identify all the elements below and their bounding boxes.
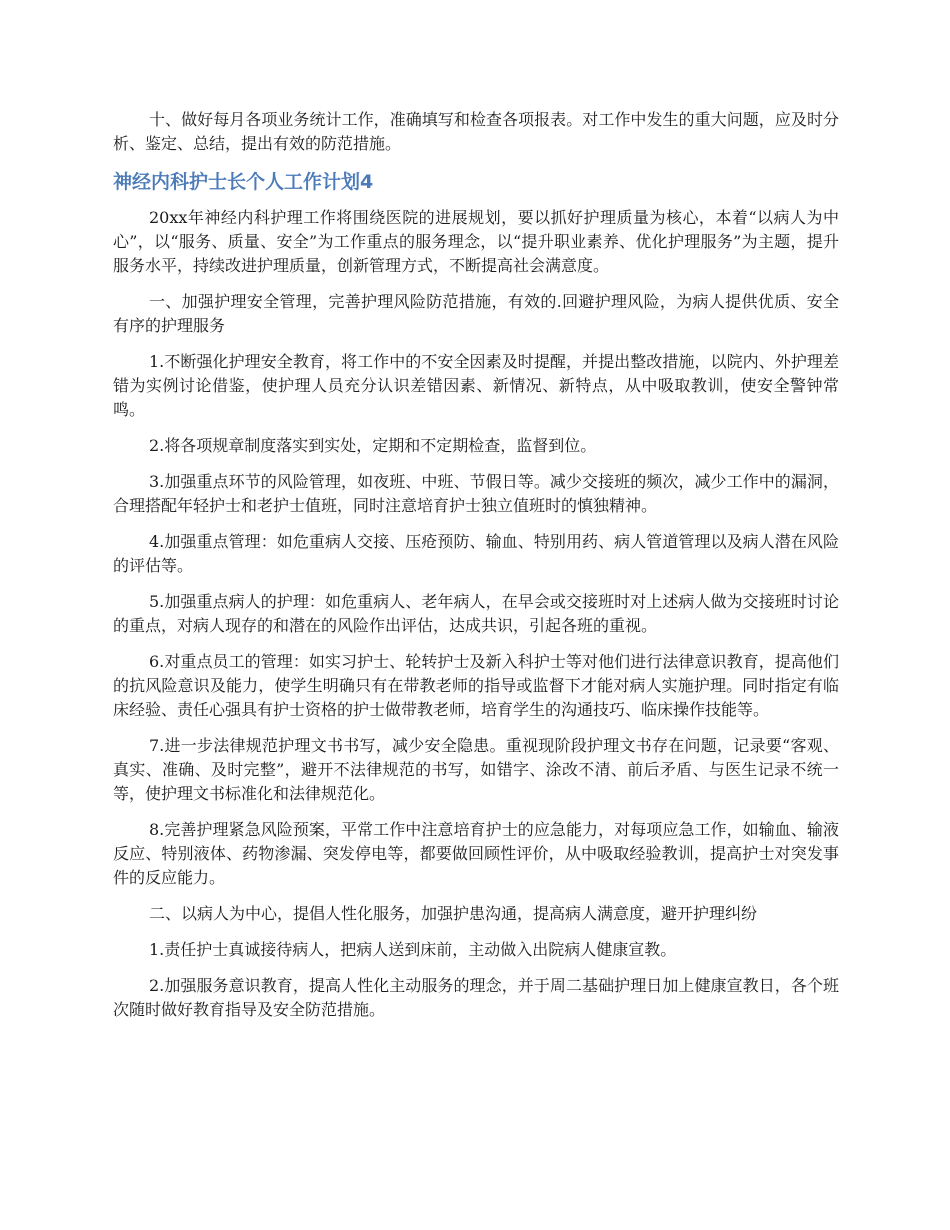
paragraph-item-1-2: 2.将各项规章制度落实到实处，定期和不定期检查，监督到位。 <box>149 436 597 455</box>
paragraph-item-1-7: 7.进一步法律规范护理文书书写，减少安全隐患。重视现阶段护理文书存在问题，记录要“客观、真实、准确、及时完整”，避开不法律规范的书写，如错字、涂改不清、前后矛盾、与医生记录不统一等，使护理文书标准化和法律规范化。 <box>113 736 839 803</box>
document-page <box>113 108 839 1034</box>
paragraph-section-1: 一、加强护理安全管理，完善护理风险防范措施，有效的.回避护理风险，为病人提供优质、安全有序的护理服务 <box>113 292 839 335</box>
paragraph-item-1-1: 1.不断强化护理安全教育，将工作中的不安全因素及时提醒，并提出整改措施，以院内、外护理差错为实例讨论借鉴，使护理人员充分认识差错因素、新情况、新特点，从中吸取教训，使安全警钟常鸣。 <box>113 352 839 419</box>
intro-paragraph: 十、做好每月各项业务统计工作，准确填写和检查各项报表。对工作中发生的重大问题，应及时分析、鉴定、总结，提出有效的防范措施。 <box>113 110 839 153</box>
paragraph-item-1-5: 5.加强重点病人的护理：如危重病人、老年病人，在早会或交接班时对上述病人做为交接班时讨论的重点，对病人现存的和潜在的风险作出评估，达成共识，引起各班的重视。 <box>113 592 839 635</box>
paragraph-overview: 20xx年神经内科护理工作将围绕医院的进展规划，要以抓好护理质量为核心，本着“以病人为中心”，以“服务、质量、安全”为工作重点的服务理念，以“提升职业素养、优化护理服务”为主题，提升服务水平，持续改进护理质量，创新管理方式，不断提高社会满意度。 <box>113 208 839 275</box>
paragraph-section-2: 二、以病人为中心，提倡人性化服务，加强护患沟通，提高病人满意度，避开护理纠纷 <box>149 904 758 923</box>
paragraph-item-1-4: 4.加强重点管理：如危重病人交接、压疮预防、输血、特别用药、病人管道管理以及病人潜在风险的评估等。 <box>113 532 839 575</box>
paragraph-item-2-2: 2.加强服务意识教育，提高人性化主动服务的理念，并于周二基础护理日加上健康宣教日，各个班次随时做好教育指导及安全防范措施。 <box>113 976 839 1019</box>
section-heading: 神经内科护士长个人工作计划4 <box>113 171 374 193</box>
paragraph-item-1-8: 8.完善护理紧急风险预案，平常工作中注意培育护士的应急能力，对每项应急工作，如输血、输液反应、特别液体、药物渗漏、突发停电等，都要做回顾性评价，从中吸取经验教训，提高护士对突发事件的反应能力。 <box>113 820 839 887</box>
paragraph-item-2-1: 1.责任护士真诚接待病人，把病人送到床前，主动做入出院病人健康宣教。 <box>149 940 677 959</box>
paragraph-item-1-6: 6.对重点员工的管理：如实习护士、轮转护士及新入科护士等对他们进行法律意识教育，提高他们的抗风险意识及能力，使学生明确只有在带教老师的指导或监督下才能对病人实施护理。同时指定有临床经验、责任心强具有护士资格的护士做带教老师，培育学生的沟通技巧、临床操作技能等。 <box>113 652 839 719</box>
paragraph-item-1-3: 3.加强重点环节的风险管理，如夜班、中班、节假日等。减少交接班的频次，减少工作中的漏洞，合理搭配年轻护士和老护士值班，同时注意培育护士独立值班时的慎独精神。 <box>113 472 839 515</box>
